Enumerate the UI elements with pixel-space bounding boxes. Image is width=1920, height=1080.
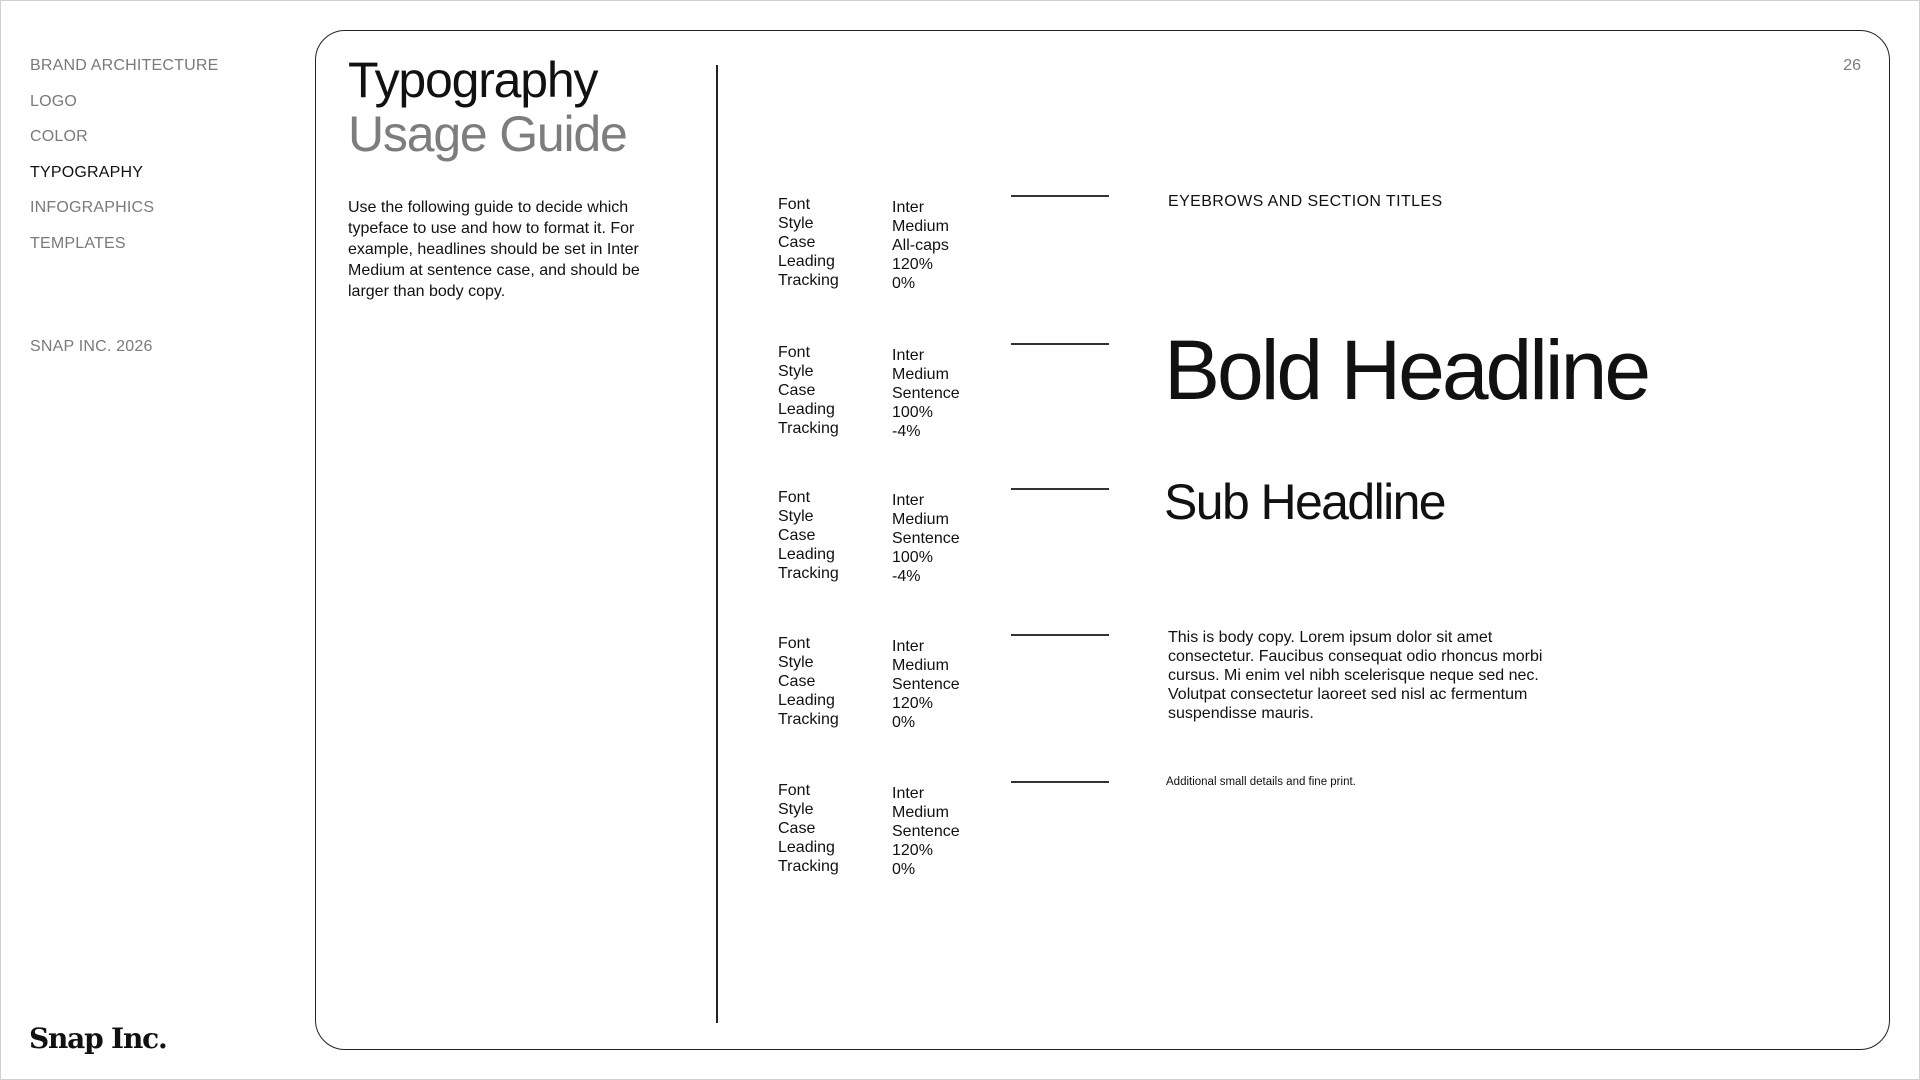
label-case: Case bbox=[778, 382, 816, 399]
value-tracking: 0% bbox=[892, 714, 916, 731]
content-card bbox=[315, 30, 1890, 1050]
label-leading: Leading bbox=[778, 839, 835, 856]
label-tracking: Tracking bbox=[778, 565, 839, 582]
connector-line bbox=[1011, 781, 1109, 783]
spec-labels bbox=[778, 634, 839, 729]
value-tracking: 0% bbox=[892, 275, 916, 292]
label-tracking: Tracking bbox=[778, 420, 839, 437]
value-style: Medium bbox=[892, 804, 949, 821]
spec-labels bbox=[778, 195, 839, 290]
title-line-primary: Typography bbox=[348, 52, 598, 108]
page-title bbox=[348, 53, 627, 161]
label-leading: Leading bbox=[778, 546, 835, 563]
value-style: Medium bbox=[892, 218, 949, 235]
value-tracking: 0% bbox=[892, 861, 916, 878]
label-case: Case bbox=[778, 234, 816, 251]
value-font: Inter bbox=[892, 638, 925, 655]
value-leading: 120% bbox=[892, 256, 933, 273]
value-font: Inter bbox=[892, 492, 925, 509]
connector-line bbox=[1011, 634, 1109, 636]
label-font: Font bbox=[778, 489, 811, 506]
label-tracking: Tracking bbox=[778, 272, 839, 289]
value-case: Sentence bbox=[892, 823, 960, 840]
value-case: All-caps bbox=[892, 237, 949, 254]
label-font: Font bbox=[778, 782, 811, 799]
label-leading: Leading bbox=[778, 401, 835, 418]
sample-bold-headline: Bold Headline bbox=[1164, 323, 1649, 417]
value-leading: 120% bbox=[892, 842, 933, 859]
sidebar-item-typography[interactable]: TYPOGRAPHY bbox=[30, 163, 144, 181]
sample-eyebrow: EYEBROWS AND SECTION TITLES bbox=[1168, 193, 1443, 210]
connector-line bbox=[1011, 195, 1109, 197]
label-style: Style bbox=[778, 215, 814, 232]
connector-line bbox=[1011, 488, 1109, 490]
sidebar-item-templates[interactable]: TEMPLATES bbox=[30, 234, 126, 252]
label-style: Style bbox=[778, 508, 814, 525]
brand-logo: Snap Inc. bbox=[29, 1022, 167, 1055]
sample-body-copy: This is body copy. Lorem ipsum dolor sit amet consectetur. Faucibus consequat odio rhoncus morbi cursus. Mi enim vel nibh scelerisque neque sed nec. Volutpat consectetur laoreet sed nisl ac fermentum suspendisse mauris. bbox=[1168, 629, 1543, 722]
label-tracking: Tracking bbox=[778, 711, 839, 728]
spec-row-eyebrow bbox=[778, 195, 1858, 305]
copyright-text: SNAP INC. 2026 bbox=[30, 338, 153, 355]
sidebar-item-logo[interactable]: LOGO bbox=[30, 92, 78, 110]
spec-row-bold-headline bbox=[778, 323, 1858, 453]
spec-values bbox=[892, 637, 960, 732]
spec-values bbox=[892, 491, 960, 586]
spec-labels bbox=[778, 488, 839, 583]
label-case: Case bbox=[778, 527, 816, 544]
spec-values bbox=[892, 198, 949, 293]
connector-line bbox=[1011, 343, 1109, 345]
page-number: 26 bbox=[1843, 57, 1861, 74]
vertical-divider bbox=[716, 65, 718, 1023]
label-case: Case bbox=[778, 820, 816, 837]
label-case: Case bbox=[778, 673, 816, 690]
label-style: Style bbox=[778, 363, 814, 380]
sidebar-item-color[interactable]: COLOR bbox=[30, 128, 88, 145]
value-style: Medium bbox=[892, 511, 949, 528]
value-leading: 120% bbox=[892, 695, 933, 712]
sidebar-item-infographics[interactable]: INFOGRAPHICS bbox=[30, 199, 155, 216]
value-font: Inter bbox=[892, 199, 925, 216]
spec-row-body-copy bbox=[778, 629, 1858, 744]
spec-values bbox=[892, 346, 960, 441]
intro-paragraph: Use the following guide to decide which typeface to use and how to format it. For example, headlines should be set in Inter Medium at sentence case, and should be larger than body copy. bbox=[348, 199, 640, 300]
value-style: Medium bbox=[892, 366, 949, 383]
label-style: Style bbox=[778, 801, 814, 818]
value-leading: 100% bbox=[892, 404, 933, 421]
value-case: Sentence bbox=[892, 385, 960, 402]
spec-labels bbox=[778, 343, 839, 438]
value-tracking: -4% bbox=[892, 568, 921, 585]
value-style: Medium bbox=[892, 657, 949, 674]
label-style: Style bbox=[778, 654, 814, 671]
spec-values bbox=[892, 784, 960, 879]
label-font: Font bbox=[778, 635, 811, 652]
value-leading: 100% bbox=[892, 549, 933, 566]
label-tracking: Tracking bbox=[778, 858, 839, 875]
title-line-secondary: Usage Guide bbox=[348, 106, 627, 162]
label-font: Font bbox=[778, 196, 811, 213]
sidebar-item-brand-architecture[interactable]: BRAND ARCHITECTURE bbox=[30, 57, 219, 74]
sample-fine-print: Additional small details and fine print. bbox=[1166, 776, 1356, 788]
value-case: Sentence bbox=[892, 676, 960, 693]
spec-labels bbox=[778, 781, 839, 876]
spec-row-fine-print bbox=[778, 776, 1858, 891]
spec-row-sub-headline bbox=[778, 474, 1858, 598]
label-leading: Leading bbox=[778, 253, 835, 270]
value-font: Inter bbox=[892, 785, 925, 802]
sample-sub-headline: Sub Headline bbox=[1164, 474, 1446, 530]
sidebar-nav bbox=[30, 56, 290, 269]
value-case: Sentence bbox=[892, 530, 960, 547]
label-leading: Leading bbox=[778, 692, 835, 709]
value-font: Inter bbox=[892, 347, 925, 364]
value-tracking: -4% bbox=[892, 423, 921, 440]
label-font: Font bbox=[778, 344, 811, 361]
